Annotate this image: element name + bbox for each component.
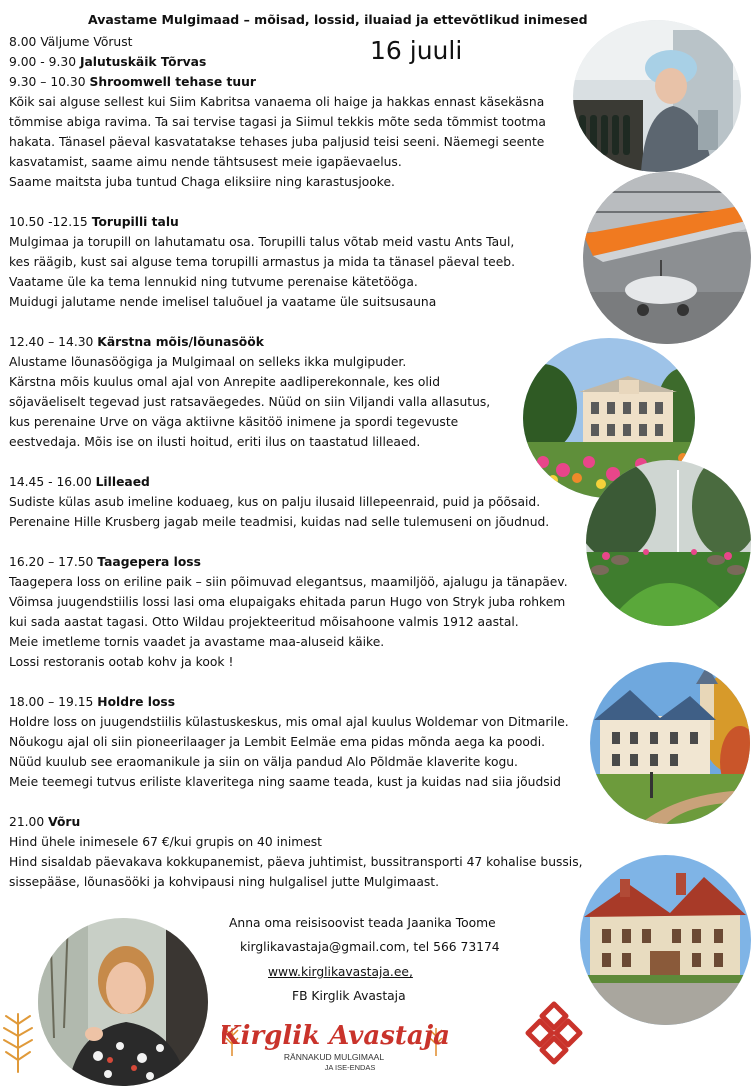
torupilli-text: Muidugi jalutame nende imelisel taluõuel ja vaatame üle suitsusauna bbox=[9, 295, 437, 309]
shroomwell-factory-photo bbox=[573, 20, 741, 172]
guide-portrait-photo bbox=[38, 918, 208, 1086]
holdre-castle-photo bbox=[590, 662, 750, 824]
schedule-voru-heading: 21.00 Võru bbox=[9, 815, 81, 829]
schedule-karstna-heading: 12.40 – 14.30 Kärstna mõis/lõunasöök bbox=[9, 335, 264, 349]
kirglik-avastaja-logo bbox=[222, 1010, 454, 1082]
contact-email-phone[interactable]: kirglikavastaja@gmail.com, tel 566 73174 bbox=[240, 940, 500, 954]
taagepera-text: kui sada aastat tagasi. Otto Wildau projekteeritud mõisahoone valmis 1912 aastal. bbox=[9, 615, 519, 629]
torupilli-text: Vaatame üle ka tema lennukid ning tutvume perenaise kätetööga. bbox=[9, 275, 418, 289]
schedule-lilleaed-heading: 14.45 - 16.00 Lilleaed bbox=[9, 475, 150, 489]
logo-tagline: JA ISE-ENDAS bbox=[324, 1063, 376, 1072]
facebook-text: FB Kirglik Avastaja bbox=[292, 989, 406, 1003]
price-text: sissepääse, lõunasööki ja kohvipausi ning hulgalisel jutte Mulgimaast. bbox=[9, 875, 440, 889]
lilleaed-text: Sudiste külas asub imeline koduaeg, kus on palju ilusaid lillepeenraid, puid ja põõsaid. bbox=[9, 495, 541, 509]
lilleaed-text: Perenaine Hille Krusberg jagab meile teadmisi, kuidas nad selle tulemuseni on jõudnud. bbox=[9, 515, 550, 529]
taagepera-text: Taagepera loss on eriline paik – siin põimuvad elegantsus, maamiljöö, ajalugu ja tänapäev. bbox=[9, 575, 568, 589]
lilleaed-garden-photo bbox=[586, 460, 751, 626]
schedule-taagepera-heading: 16.20 – 17.50 Taagepera loss bbox=[9, 555, 201, 569]
taagepera-text: Meie imetleme tornis vaadet ja avastame maa-aluseid käike. bbox=[9, 635, 385, 649]
shroomwell-text: tõmmise abiga ravima. Ta sai tervise tagasi ja Siimul tekkis mõte seda tõmmist tootma bbox=[9, 115, 546, 129]
schedule-torupilli-heading: 10.50 -12.15 Torupilli talu bbox=[9, 215, 179, 229]
holdre-text: Holdre loss on juugendstiilis külastuskeskus, mis omal ajal kuulus Woldemar von Ditmarile. bbox=[9, 715, 569, 729]
holdre-text: Nüüd kuulub see eraomanikule ja siin on välja pandud Alo Põldmäe klaverite kogu. bbox=[9, 755, 518, 769]
torupilli-text: kes räägib, kust sai alguse tema torupilli armastus ja mida ta tänasel päeval teeb. bbox=[9, 255, 515, 269]
logo-wordmark: Kirglik Avastaja bbox=[222, 1021, 450, 1051]
shroomwell-text: Saame maitsta juba tuntud Chaga eliksiire ning karastusjooke. bbox=[9, 175, 395, 189]
schedule-holdre-heading: 18.00 – 19.15 Holdre loss bbox=[9, 695, 176, 709]
shroomwell-text: hakata. Tänasel päeval kasvatatakse tehases juba paljusid teisi seeni. Näemegi seente bbox=[9, 135, 545, 149]
karstna-text: Kärstna mõis kuulus omal ajal von Anrepite aadliperekonnale, kes olid bbox=[9, 375, 441, 389]
wheat-ornament-icon bbox=[0, 1010, 36, 1076]
karstna-text: Alustame lõunasöögiga ja Mulgimaal on selleks ikka mulgipuder. bbox=[9, 355, 407, 369]
flyer-title: Avastame Mulgimaad – mõisad, lossid, iluaiad ja ettevõtlikud inimesed bbox=[88, 12, 588, 27]
tour-date: 16 juuli bbox=[370, 36, 463, 65]
torupilli-text: Mulgimaa ja torupill on lahutamatu osa. Torupilli talus võtab meid vastu Ants Taul, bbox=[9, 235, 515, 249]
torupilli-airplane-photo bbox=[583, 172, 751, 344]
holdre-text: Nõukogu ajal oli siin pioneerilaager ja Lembit Eelmäe ema pidas mõnda aega ka poodi. bbox=[9, 735, 546, 749]
price-text: Hind ühele inimesele 67 €/kui grupis on 40 inimest bbox=[9, 835, 323, 849]
schedule-walk: 9.00 - 9.30 Jalutuskäik Tõrvas bbox=[9, 55, 207, 69]
schedule-shroomwell-heading: 9.30 – 10.30 Shroomwell tehase tuur bbox=[9, 75, 256, 89]
website-link[interactable]: www.kirglikavastaja.ee, bbox=[268, 965, 413, 979]
logo-tagline: RÄNNAKUD MULGIMAAL bbox=[283, 1052, 385, 1062]
karstna-text: eestvedaja. Mõis ise on ilusti hoitud, eriti ilus on taastatud lilleaed. bbox=[9, 435, 421, 449]
schedule-departure: 8.00 Väljume Võrust bbox=[9, 35, 133, 49]
taagepera-text: Võimsa juugendstiilis lossi lasi oma elupaigaks ehitada parun Hugo von Stryk juba rohkem bbox=[9, 595, 566, 609]
holdre-text: Meie teemegi tutvus eriliste klaveritega ning saame teada, kust ja kuidas nad siia jõudsid bbox=[9, 775, 561, 789]
shroomwell-text: Kõik sai alguse sellest kui Siim Kabritsa vanaema oli haige ja hakkas ennast käsekäsna bbox=[9, 95, 545, 109]
contact-line: Anna oma reisisoovist teada Jaanika Toome bbox=[229, 916, 496, 930]
price-text: Hind sisaldab päevakava kokkupanemist, päeva juhtimist, bussitransporti 47 kohalise bussis, bbox=[9, 855, 583, 869]
shroomwell-text: kasvatamist, saame aimu nende tähtsusest meie igapäevaelus. bbox=[9, 155, 402, 169]
manor-house-photo bbox=[580, 855, 751, 1025]
karstna-text: kus perenaine Urve on väga aktiivne käsitöö inimene ja spordi tegevuste bbox=[9, 415, 459, 429]
folk-cross-ornament-icon bbox=[522, 1000, 586, 1066]
taagepera-text: Lossi restoranis ootab kohv ja kook ! bbox=[9, 655, 234, 669]
karstna-text: sõjaväeliselt tegevad just ratsaväegedes. Nüüd on siin Viljandi valla allasutus, bbox=[9, 395, 491, 409]
